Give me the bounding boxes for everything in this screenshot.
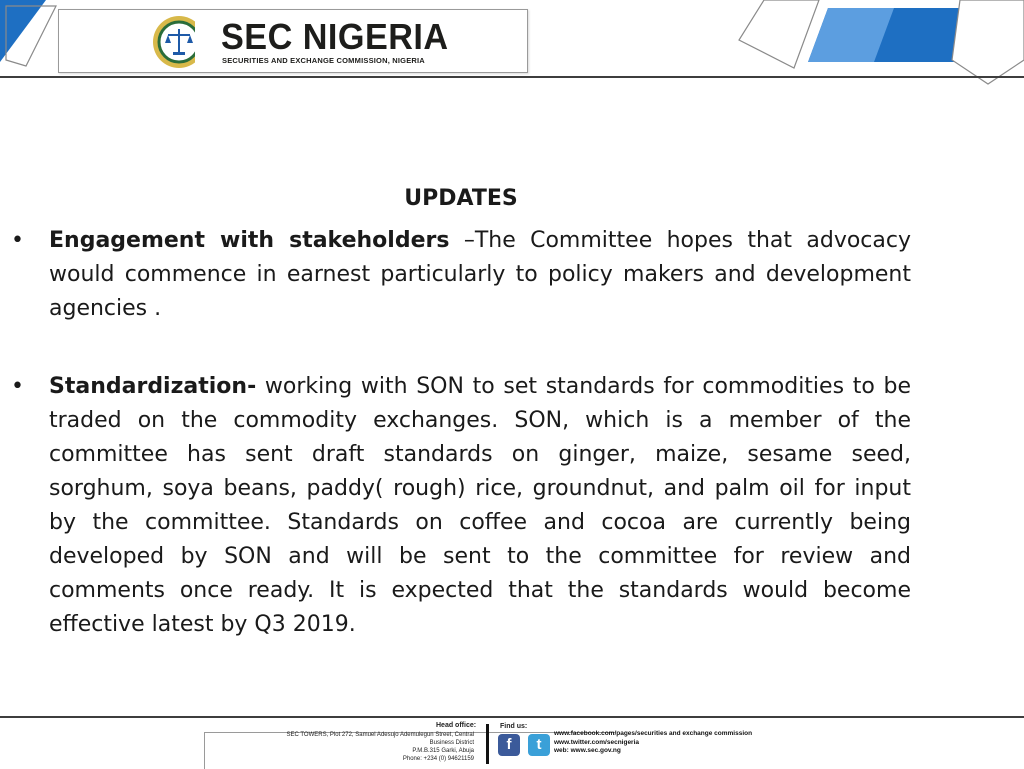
- bullet-standardization: [11, 370, 911, 642]
- header-divider: [0, 76, 1024, 78]
- head-office-label: Head office:: [436, 722, 477, 729]
- brand-subtitle: SECURITIES AND EXCHANGE COMMISSION, NIGERIA: [222, 56, 425, 65]
- address-line-3: P.M.B.315 Garki, Abuja: [412, 748, 474, 754]
- bullet-title: Engagement with stakeholders: [49, 228, 450, 253]
- logo-box: [58, 9, 528, 73]
- footer-links: [554, 730, 752, 756]
- twitter-icon[interactable]: t: [528, 734, 550, 756]
- website-link[interactable]: web: www.sec.gov.ng: [554, 747, 621, 754]
- twitter-link[interactable]: www.twitter.com/secnigeria: [554, 738, 640, 746]
- bullet-title: Standardization-: [49, 374, 257, 399]
- bullet-marker: •: [11, 228, 24, 253]
- brand-title: SEC NIGERIA: [221, 16, 449, 57]
- address-line-2: Business District: [429, 740, 474, 746]
- sec-seal-icon: [135, 13, 195, 71]
- slide-heading: UPDATES: [404, 186, 518, 211]
- facebook-icon[interactable]: f: [498, 734, 520, 756]
- facebook-link[interactable]: www.facebook.com/pages/securities and exchange commission: [554, 730, 753, 737]
- find-us-label: Find us:: [500, 723, 528, 730]
- right-decoration: [724, 0, 1024, 86]
- footer-separator: [486, 724, 489, 764]
- bullet-marker: •: [11, 374, 24, 399]
- address-line-1: SEC TOWERS, Plot 272, Samuel Adesujo Ademulegun Street, Central: [286, 732, 474, 738]
- header: [0, 0, 1024, 82]
- footer: [0, 718, 1024, 768]
- bullet-text: working with SON to set standards for commodities to be traded on the commodity exchanges. SON, which is a member of the committee has sent draft standards on ginger, maize, sesame seed, sorghum, soya beans, paddy( rough) rice, groundnut, and palm oil for input by the committee. Standards on coffee and cocoa are currently being developed by SON and will be sent to the committee for review and comments once ready. It is expected that the standards would become effective latest by Q3 2019.: [49, 374, 911, 637]
- bullet-text: –The Committee hopes that advocacy would commence in earnest particularly to policy makers and development agencies .: [49, 228, 911, 321]
- bullet-engagement: [11, 224, 911, 326]
- address-line-4: Phone: +234 (0) 94621159: [402, 756, 474, 762]
